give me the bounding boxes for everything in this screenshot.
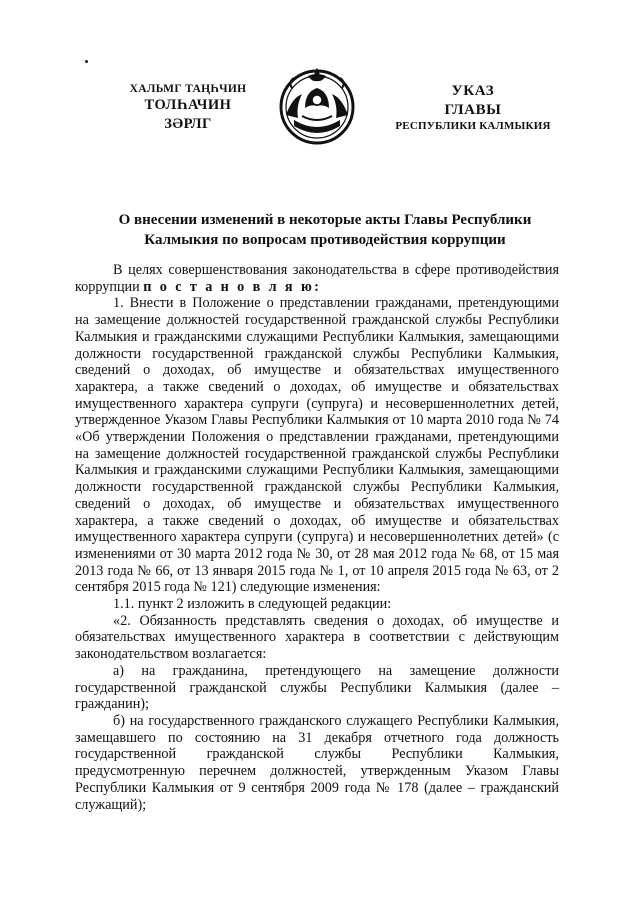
header-kalmyk-line-1: ХАЛЬМГ ТАҢҺЧИН xyxy=(129,83,247,95)
header-russian-line-1: УКАЗ xyxy=(451,83,495,99)
paragraph-2-quote: «2. Обязанность представлять сведения о доходах, об имуществе и обязательствах имущественного характера в соответствии с действующим законодательством возлагается: xyxy=(75,612,559,663)
header-kalmyk-line-3: ЗӘРЛГ xyxy=(164,115,212,132)
header-kalmyk xyxy=(108,82,268,133)
decree-body xyxy=(75,262,559,813)
header-kalmyk-line-2: ТОЛҺАЧИН xyxy=(144,97,232,114)
subpoint-a: а) на гражданина, претендующего на замещение должности государственной гражданской службы Республики Калмыкия (далее – гражданин); xyxy=(75,662,559,713)
decree-title: О внесении изменений в некоторые акты Главы Республики Калмыкия по вопросам противодействия коррупции xyxy=(118,212,532,248)
header-russian xyxy=(378,82,568,133)
paragraph-1-1: 1.1. пункт 2 изложить в следующей редакции: xyxy=(113,596,392,613)
paragraph-1: 1. Внести в Положение о представлении гражданами, претендующими на замещение должностей государственной гражданской службы Республики Калмыкия и гражданскими служащими Республики Калмыкия, замещающими должности государственной гражданской службы Республики Калмыкия, сведений о доходах, об имуществе и обязательствах имущественного характера, а также сведений о доходах, об имуществе и обязательствах имущественного характера супруги (супруга) и несовершеннолетних детей, утвержденное Указом Главы Республики Калмыкия от 10 марта 2010 года № 74 «Об утверждении Положения о представлении гражданами, претендующими на замещение должностей государственной гражданской службы Республики Калмыкия и гражданскими служащими Республики Калмыкия, замещающими должности государственной гражданской службы Республики Калмыкия, сведений о доходах, об имуществе и обязательствах имущественного характера, а также сведений о доходах, об имуществе и обязательствах имущественного характера супруги (супруга) и несовершеннолетних детей» (с изменениями от 30 марта 2012 года № 30, от 28 мая 2012 года № 68, от 15 мая 2013 года № 66, от 13 января 2015 года № 1, от 10 апреля 2015 года № 63, от 2 сентября 2015 года № 121) следующие изменения: xyxy=(75,295,559,596)
subpoint-b: б) на государственного гражданского служащего Республики Калмыкия, замещавшего по состоянию на 31 декабря отчетного года должность государственной гражданской службы Республики Калмыкия, предусмотренную перечнем должностей, утвержденным Указом Главы Республики Калмыкия от 9 сентября 2009 года № 178 (далее – гражданский служащий); xyxy=(75,712,559,813)
scan-speck xyxy=(85,60,88,63)
header-russian-line-2: ГЛАВЫ xyxy=(444,101,502,118)
intro-paragraph xyxy=(75,262,559,295)
intro-text: В целях совершенствования законодательства в сфере противодействия коррупции xyxy=(75,262,559,295)
header-russian-line-3: РЕСПУБЛИКИ КАЛМЫКИЯ xyxy=(395,119,551,132)
coat-of-arms-icon xyxy=(272,60,362,150)
decree-word: п о с т а н о в л я ю: xyxy=(143,278,322,295)
